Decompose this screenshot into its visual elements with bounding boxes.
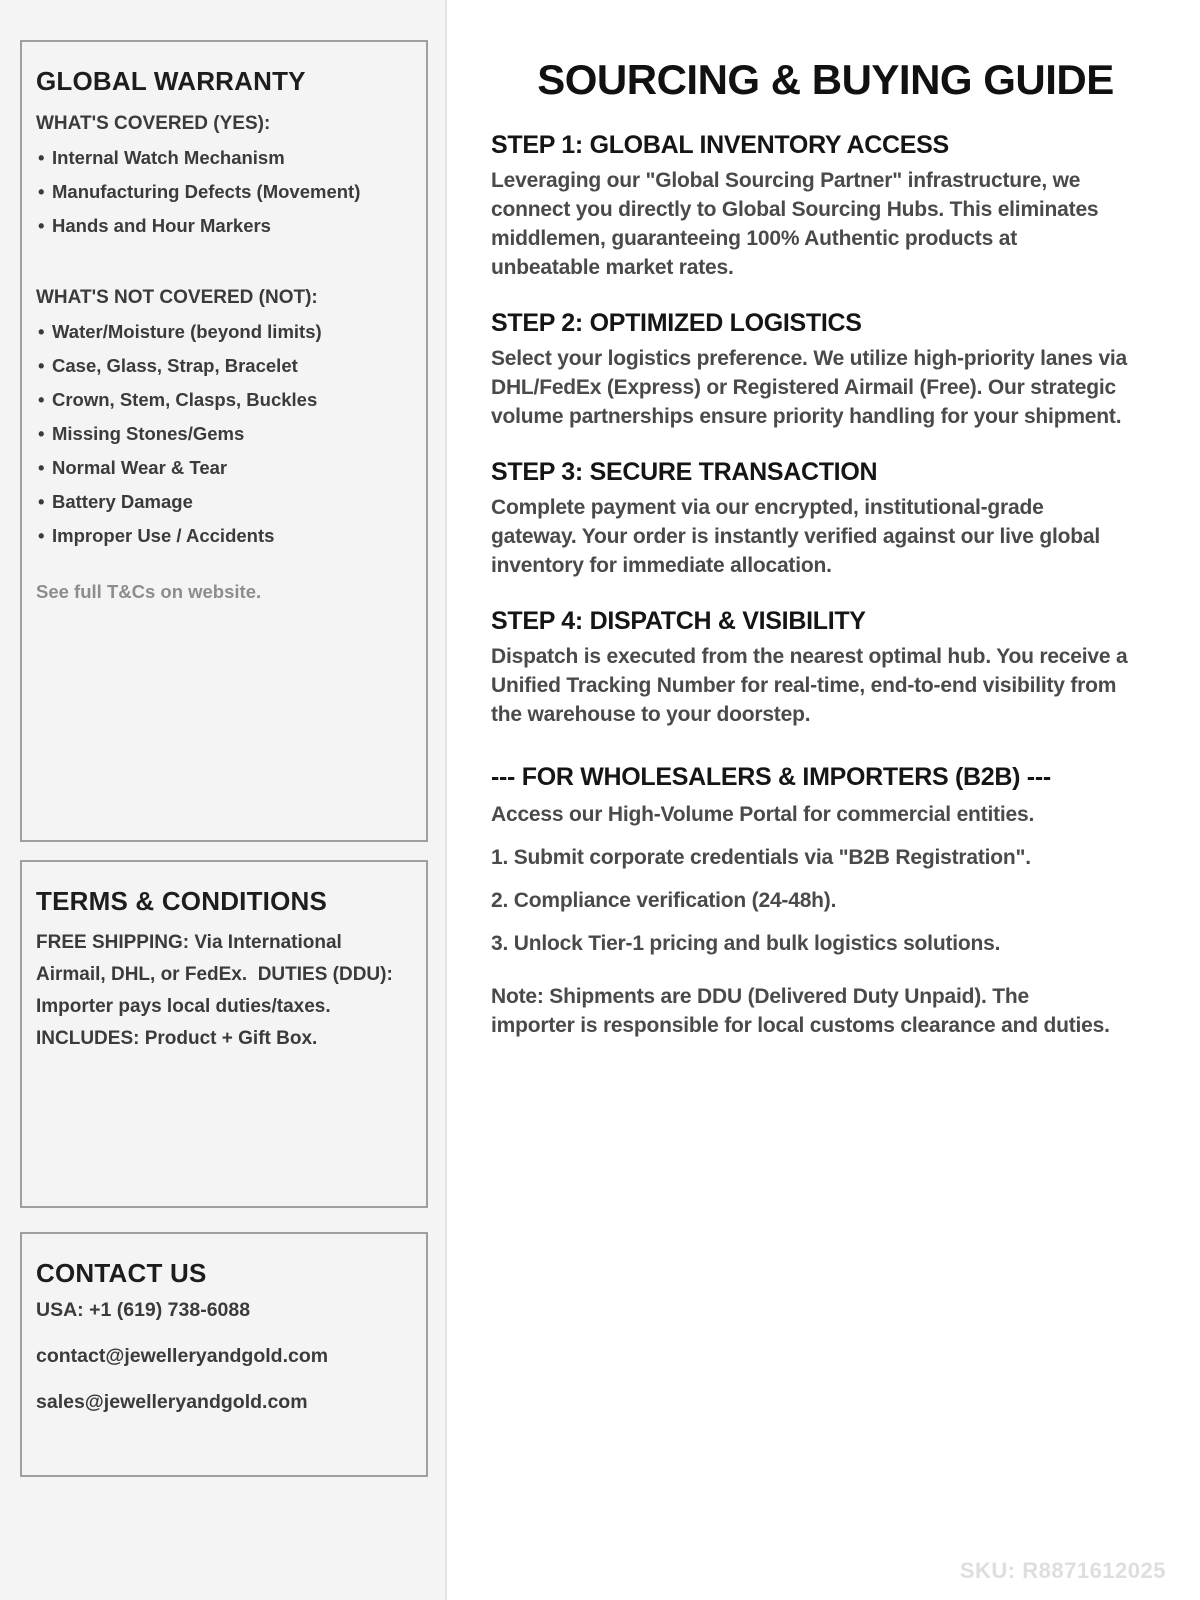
contact-email: contact@jewelleryandgold.com xyxy=(36,1345,329,1367)
contact-phone: USA: +1 (619) 738-6088 xyxy=(36,1299,251,1321)
step-4-body: Dispatch is executed from the nearest optimal hub. You receive a Unified Tracking Number for real-time, end-to-end visibility from the warehouse to your doorstep. xyxy=(491,645,1128,726)
list-item: • Normal Wear & Tear xyxy=(36,451,408,485)
sidebar xyxy=(0,0,447,1600)
step-3-section xyxy=(491,458,1160,580)
step-2-body: Select your logistics preference. We utilize high-priority lanes via DHL/FedEx (Express) or Registered Airmail (Free). Our strategic volume partnerships ensure priority handling for your shipment. xyxy=(491,347,1128,428)
list-item: • Improper Use / Accidents xyxy=(36,519,408,553)
covered-list xyxy=(36,141,408,243)
list-item: • Hands and Hour Markers xyxy=(36,209,408,243)
warranty-footnote: See full T&Cs on website. xyxy=(36,581,262,602)
contact-us-panel xyxy=(20,1232,428,1477)
list-item: • Internal Watch Mechanism xyxy=(36,141,408,175)
list-item: • Manufacturing Defects (Movement) xyxy=(36,175,408,209)
contact-email-sales: sales@jewelleryandgold.com xyxy=(36,1391,308,1413)
list-item: • Case, Glass, Strap, Bracelet xyxy=(36,349,408,383)
step-4-section xyxy=(491,607,1160,729)
terms-title: TERMS & CONDITIONS xyxy=(36,886,328,916)
step-2-section xyxy=(491,309,1160,431)
step-3-heading: STEP 3: SECURE TRANSACTION xyxy=(491,458,878,486)
terms-conditions-panel xyxy=(20,860,428,1208)
b2b-item-1: 1. Submit corporate credentials via "B2B Registration". xyxy=(491,846,1031,869)
step-3-body: Complete payment via our encrypted, institutional-grade gateway. Your order is instantly verified against our live global inventory for immediate allocation. xyxy=(491,496,1101,577)
contact-title: CONTACT US xyxy=(36,1258,207,1288)
not-covered-heading: WHAT'S NOT COVERED (NOT): xyxy=(36,287,318,308)
step-1-section xyxy=(491,131,1160,282)
list-item: • Crown, Stem, Clasps, Buckles xyxy=(36,383,408,417)
b2b-item-3: 3. Unlock Tier-1 pricing and bulk logistics solutions. xyxy=(491,932,1001,955)
global-warranty-panel xyxy=(20,40,428,842)
list-item: • Missing Stones/Gems xyxy=(36,417,408,451)
b2b-note: Note: Shipments are DDU (Delivered Duty Unpaid). The importer is responsible for local customs clearance and duties. xyxy=(491,985,1110,1037)
step-2-heading: STEP 2: OPTIMIZED LOGISTICS xyxy=(491,309,862,337)
step-1-heading: STEP 1: GLOBAL INVENTORY ACCESS xyxy=(491,131,949,159)
terms-body: FREE SHIPPING: Via International Airmail, DHL, or FedEx. DUTIES (DDU): Importer pays local duties/taxes. INCLUDES: Product + Gift Box. xyxy=(36,932,399,1049)
warranty-title: GLOBAL WARRANTY xyxy=(36,66,306,96)
list-item: • Water/Moisture (beyond limits) xyxy=(36,315,408,349)
sourcing-guide-content xyxy=(447,0,1200,1600)
covered-heading: WHAT'S COVERED (YES): xyxy=(36,113,271,134)
sku-label: SKU: R8871612025 xyxy=(959,1558,1166,1583)
not-covered-list xyxy=(36,315,408,553)
page-title: SOURCING & BUYING GUIDE xyxy=(537,56,1114,103)
step-1-body: Leveraging our "Global Sourcing Partner" infrastructure, we connect you directly to Global Sourcing Hubs. This eliminates middlemen, guaranteeing 100% Authentic products at unbeatable market rates. xyxy=(491,169,1099,279)
b2b-heading: --- FOR WHOLESALERS & IMPORTERS (B2B) --- xyxy=(491,763,1051,791)
list-item: • Battery Damage xyxy=(36,485,408,519)
step-4-heading: STEP 4: DISPATCH & VISIBILITY xyxy=(491,607,866,635)
b2b-item-2: 2. Compliance verification (24-48h). xyxy=(491,889,837,912)
b2b-intro: Access our High-Volume Portal for commercial entities. xyxy=(491,803,1035,826)
b2b-section xyxy=(491,763,1160,1040)
